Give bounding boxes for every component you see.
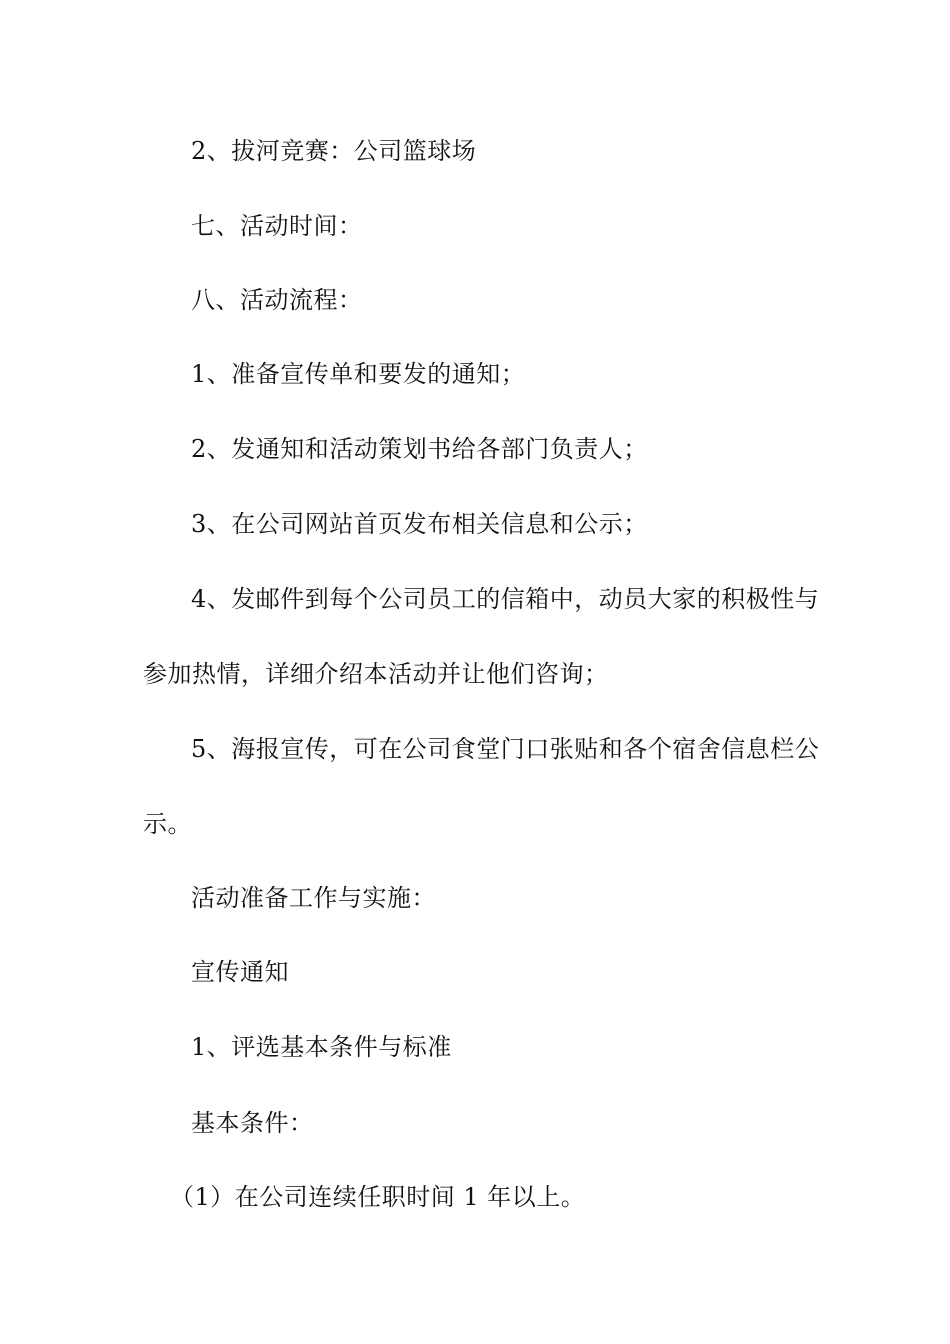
section-heading-activity-process: 八、活动流程： bbox=[191, 286, 363, 314]
list-item-step-4-continued: 参加热情，详细介绍本活动并让他们咨询； bbox=[143, 660, 609, 688]
list-item-step-2: 2、发通知和活动策划书给各部门负责人； bbox=[191, 435, 648, 463]
list-item-step-5: 5、海报宣传，可在公司食堂门口张贴和各个宿舍信息栏公 bbox=[191, 735, 820, 763]
list-item-condition-1: （1）在公司连续任职时间 1 年以上。 bbox=[170, 1183, 586, 1211]
list-item-step-4: 4、发邮件到每个公司员工的信箱中，动员大家的积极性与 bbox=[191, 585, 820, 613]
list-item-step-5-continued: 示。 bbox=[143, 810, 192, 838]
section-heading-activity-time: 七、活动时间： bbox=[191, 212, 363, 240]
list-item-criteria: 1、评选基本条件与标准 bbox=[191, 1033, 452, 1061]
subheading-publicity-notice: 宣传通知 bbox=[191, 958, 289, 986]
subheading-basic-conditions: 基本条件： bbox=[191, 1109, 314, 1137]
list-item-step-3: 3、在公司网站首页发布相关信息和公示； bbox=[191, 510, 648, 538]
section-heading-preparation: 活动准备工作与实施： bbox=[191, 884, 436, 912]
list-item-step-1: 1、准备宣传单和要发的通知； bbox=[191, 360, 526, 388]
text-line-venue-tug-of-war: 2、拔河竞赛：公司篮球场 bbox=[191, 137, 477, 165]
